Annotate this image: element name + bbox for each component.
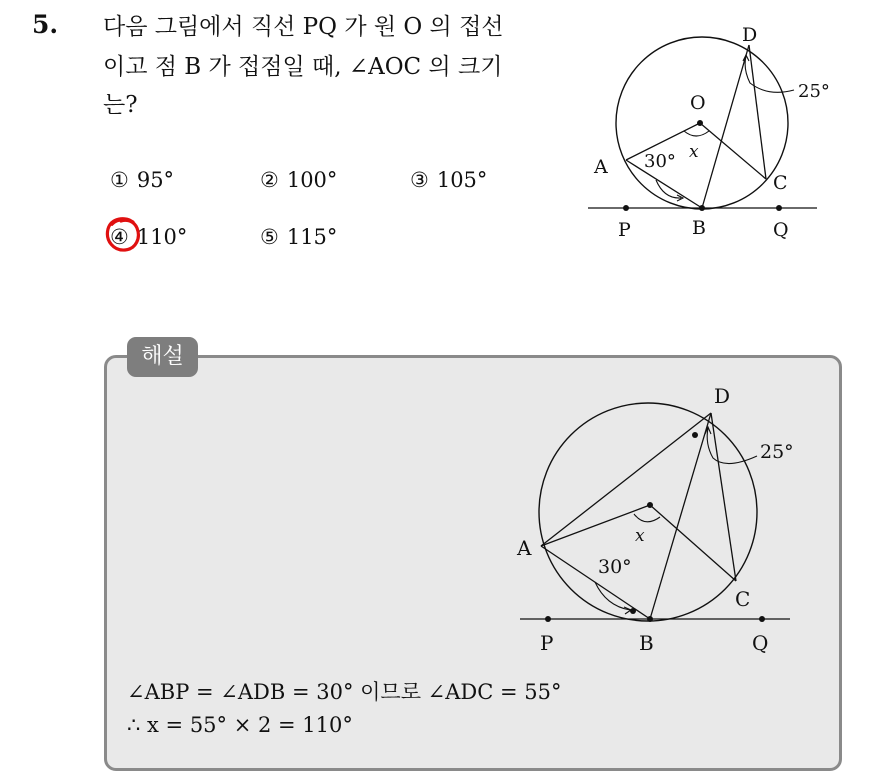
choice-1-value: 95°: [136, 168, 175, 192]
choice-3-mark: ③: [410, 168, 429, 192]
solution-label-c: C: [735, 587, 751, 611]
solution-line-1: ∠ABP = ∠ADB = 30° 이므로 ∠ADC = 55°: [127, 680, 562, 704]
question-text-line-1: 다음 그림에서 직선 PQ 가 원 O 의 접선: [103, 14, 504, 40]
solution-label-d: D: [714, 384, 731, 408]
choice-3-value: 105°: [436, 168, 488, 192]
choice-1-mark: ①: [110, 168, 129, 192]
solution-label-a: A: [517, 536, 532, 560]
label-b: B: [692, 217, 706, 239]
question-text-line-3: 는?: [103, 92, 138, 118]
label-p: P: [618, 219, 631, 241]
label-angle-30: 30°: [644, 151, 676, 172]
question-text-line-2: 이고 점 B 가 접점일 때, ∠AOC 의 크기: [103, 54, 503, 80]
label-a: A: [594, 156, 608, 178]
choice-2[interactable]: [260, 168, 337, 192]
choice-4-mark: ④: [110, 225, 129, 249]
answer-selection-circle-icon: [103, 214, 143, 254]
choice-2-mark: ②: [260, 168, 279, 192]
choice-3[interactable]: [410, 168, 487, 192]
solution-label-angle-30: 30°: [598, 556, 632, 578]
solution-circle-o: [539, 403, 757, 621]
label-angle-25: 25°: [798, 81, 830, 102]
choice-5[interactable]: [260, 225, 337, 249]
choice-5-mark: ⑤: [260, 225, 279, 249]
question-number: 5.: [32, 10, 59, 39]
label-q: Q: [773, 219, 789, 241]
label-c: C: [773, 172, 788, 194]
solution-geometry-figure: [500, 378, 820, 668]
choice-4-value: 110°: [136, 225, 188, 249]
question-geometry-figure: [580, 15, 840, 250]
choice-2-value: 100°: [286, 168, 338, 192]
solution-label-q: Q: [752, 631, 769, 655]
choice-5-value: 115°: [286, 225, 338, 249]
choice-1[interactable]: [110, 168, 174, 192]
solution-line-2: ∴ x = 55° × 2 = 110°: [127, 713, 353, 737]
label-d: D: [742, 24, 758, 46]
label-o: O: [690, 92, 706, 114]
solution-label-x: x: [635, 526, 645, 546]
solution-tag: 해설: [127, 337, 198, 377]
solution-label-p: P: [540, 631, 554, 655]
solution-label-angle-25: 25°: [760, 441, 794, 463]
label-x: x: [689, 142, 699, 162]
solution-label-b: B: [639, 631, 654, 655]
